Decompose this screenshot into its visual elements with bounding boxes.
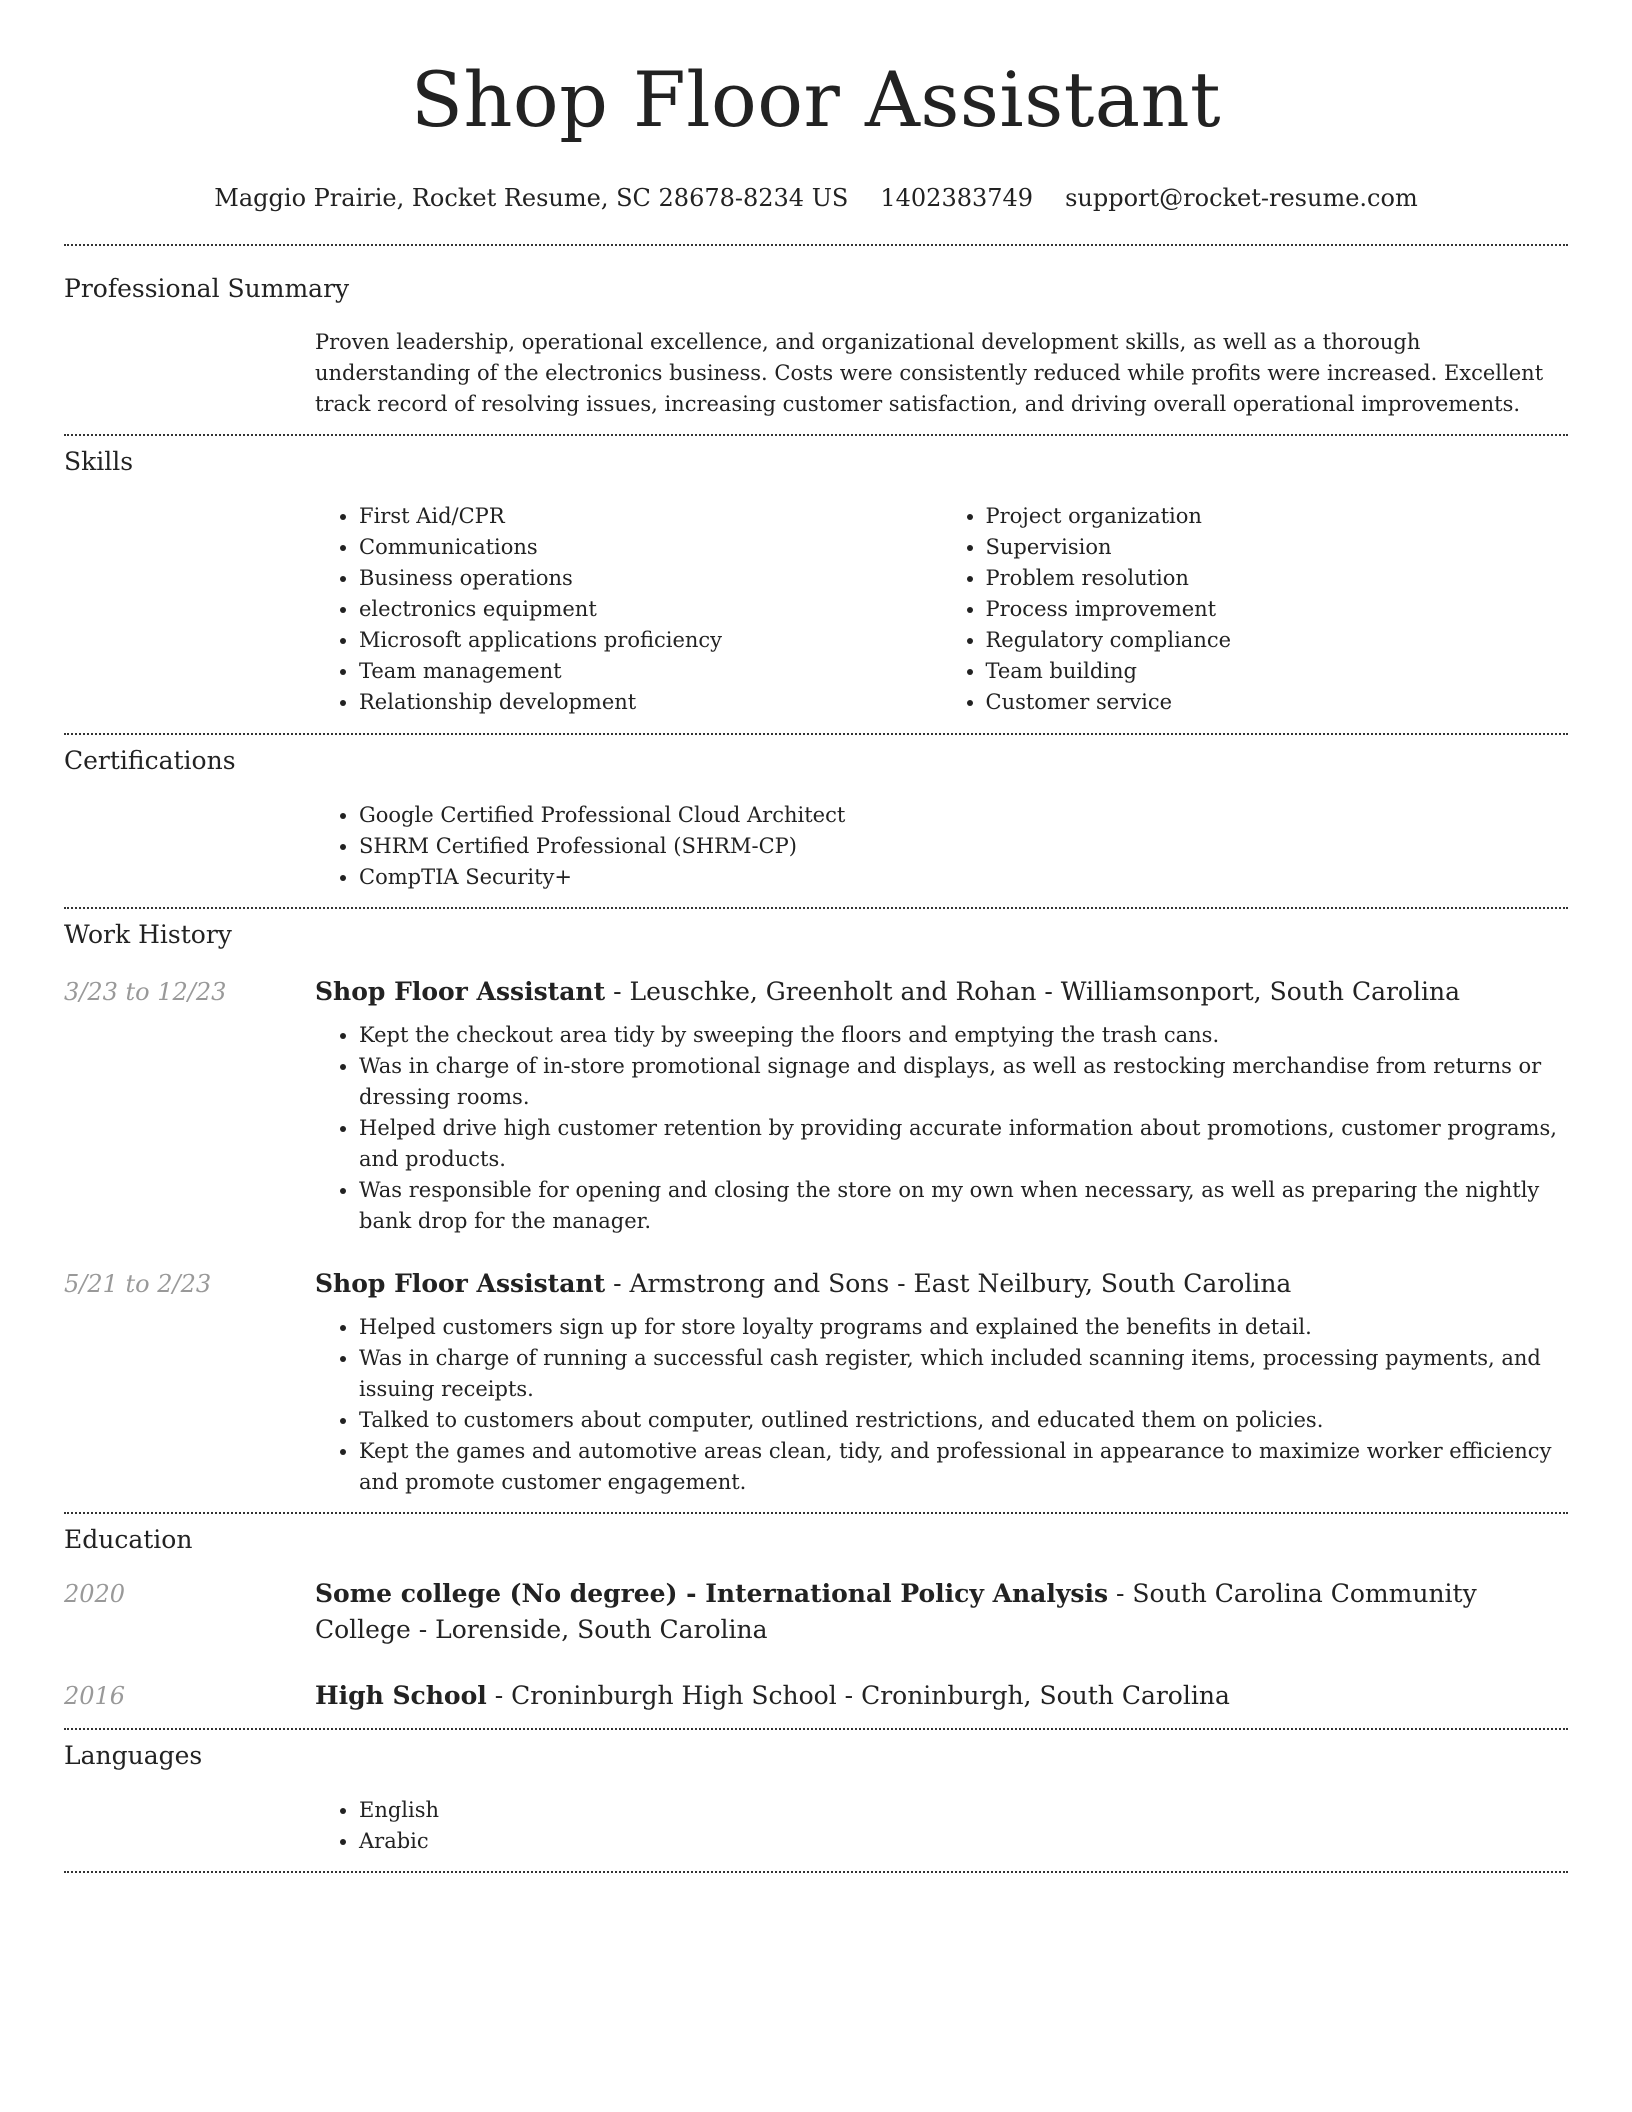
job-bullet: • Kept the games and automotive areas clean, tidy, and professional in appearance to maximize worker efficiency and promote customer engagement.	[359, 1436, 1568, 1498]
skill-item: • Relationship development	[359, 687, 942, 718]
job-bullet: • Was in charge of running a successful cash register, which included scanning items, processing payments, and issuing receipts.	[359, 1343, 1568, 1405]
certification-item: • SHRM Certified Professional (SHRM-CP)	[359, 831, 1568, 862]
education-school-location: - South Carolina Community College - Lorenside, South Carolina	[315, 1579, 1477, 1644]
education-heading	[315, 1576, 1568, 1648]
job-role: Shop Floor Assistant	[315, 1269, 606, 1298]
education-section	[64, 1514, 1568, 1728]
resume-header	[64, 0, 1568, 214]
certifications-list	[315, 800, 1568, 893]
job-heading	[315, 974, 1568, 1010]
skills-list-right	[942, 501, 1569, 718]
job-dates: 3/23 to 12/23	[64, 978, 227, 1006]
language-item: • English	[359, 1795, 1568, 1826]
education-degree: High School	[315, 1681, 487, 1710]
skill-item: • Project organization	[986, 501, 1569, 532]
certification-item: • CompTIA Security+	[359, 862, 1568, 893]
job-entry	[64, 974, 1568, 1237]
section-divider	[64, 1871, 1568, 1873]
skill-item: • electronics equipment	[359, 594, 942, 625]
job-company-location: - Armstrong and Sons - East Neilbury, South Carolina	[605, 1269, 1292, 1298]
job-bullet: • Helped customers sign up for store loyalty programs and explained the benefits in detail.	[359, 1312, 1568, 1343]
skill-item: • Communications	[359, 532, 942, 563]
section-title-skills: Skills	[64, 447, 134, 476]
education-school-location: - Croninburgh High School - Croninburgh, South Carolina	[486, 1681, 1230, 1710]
education-year: 2016	[64, 1682, 126, 1710]
contact-address: Maggio Prairie, Rocket Resume, SC 28678-8234 US	[214, 184, 849, 212]
skill-item: • Regulatory compliance	[986, 625, 1569, 656]
certification-item: • Google Certified Professional Cloud Architect	[359, 800, 1568, 831]
education-degree: Some college (No degree) - International Policy Analysis	[315, 1579, 1109, 1608]
section-title-education: Education	[64, 1525, 193, 1554]
contact-phone: 1402383749	[880, 184, 1034, 212]
summary-section	[64, 246, 1568, 434]
education-entry	[64, 1576, 1568, 1648]
skill-item: • First Aid/CPR	[359, 501, 942, 532]
languages-list	[315, 1795, 1568, 1857]
job-dates: 5/21 to 2/23	[64, 1270, 212, 1298]
skill-item: • Process improvement	[986, 594, 1569, 625]
contact-email: support@rocket-resume.com	[1065, 184, 1418, 212]
contact-line	[64, 182, 1568, 214]
job-bullets	[315, 1312, 1568, 1498]
languages-section	[64, 1730, 1568, 1871]
language-item: • Arabic	[359, 1826, 1568, 1857]
skill-item: • Business operations	[359, 563, 942, 594]
section-title-languages: Languages	[64, 1741, 203, 1770]
job-heading	[315, 1266, 1568, 1302]
job-role: Shop Floor Assistant	[315, 977, 606, 1006]
skill-item: • Problem resolution	[986, 563, 1569, 594]
job-company-location: - Leuschke, Greenholt and Rohan - Williamsonport, South Carolina	[605, 977, 1460, 1006]
candidate-name: Shop Floor Assistant	[410, 55, 1222, 144]
skill-item: • Supervision	[986, 532, 1569, 563]
job-bullets	[315, 1020, 1568, 1237]
job-bullet: • Kept the checkout area tidy by sweeping the floors and emptying the trash cans.	[359, 1020, 1568, 1051]
education-year: 2020	[64, 1580, 126, 1608]
certifications-section	[64, 735, 1568, 907]
job-entry	[64, 1266, 1568, 1498]
work-history-section	[64, 909, 1568, 1512]
job-bullet: • Was responsible for opening and closing the store on my own when necessary, as well as preparing the nightly bank drop for the manager.	[359, 1175, 1568, 1237]
skill-item: • Team building	[986, 656, 1569, 687]
skill-item: • Customer service	[986, 687, 1569, 718]
section-title-summary: Professional Summary	[64, 274, 350, 303]
skills-section	[64, 436, 1568, 733]
summary-text: Proven leadership, operational excellence, and organizational development skills, as well as a thorough understanding of the electronics business. Costs were consistently reduced while profits were increased. Excellent track record of resolving issues, increasing customer satisfaction, and driving overall operational improvements.	[315, 330, 1544, 416]
skills-list-left	[315, 501, 942, 718]
skill-item: • Team management	[359, 656, 942, 687]
education-heading	[315, 1678, 1568, 1714]
skill-item: • Microsoft applications proficiency	[359, 625, 942, 656]
job-bullet: • Helped drive high customer retention by providing accurate information about promotions, customer programs, and products.	[359, 1113, 1568, 1175]
section-title-certifications: Certifications	[64, 746, 236, 775]
job-bullet: • Was in charge of in-store promotional signage and displays, as well as restocking merchandise from returns or dressing rooms.	[359, 1051, 1568, 1113]
section-title-work-history: Work History	[64, 920, 232, 949]
education-entry	[64, 1678, 1568, 1714]
job-bullet: • Talked to customers about computer, outlined restrictions, and educated them on policies.	[359, 1405, 1568, 1436]
